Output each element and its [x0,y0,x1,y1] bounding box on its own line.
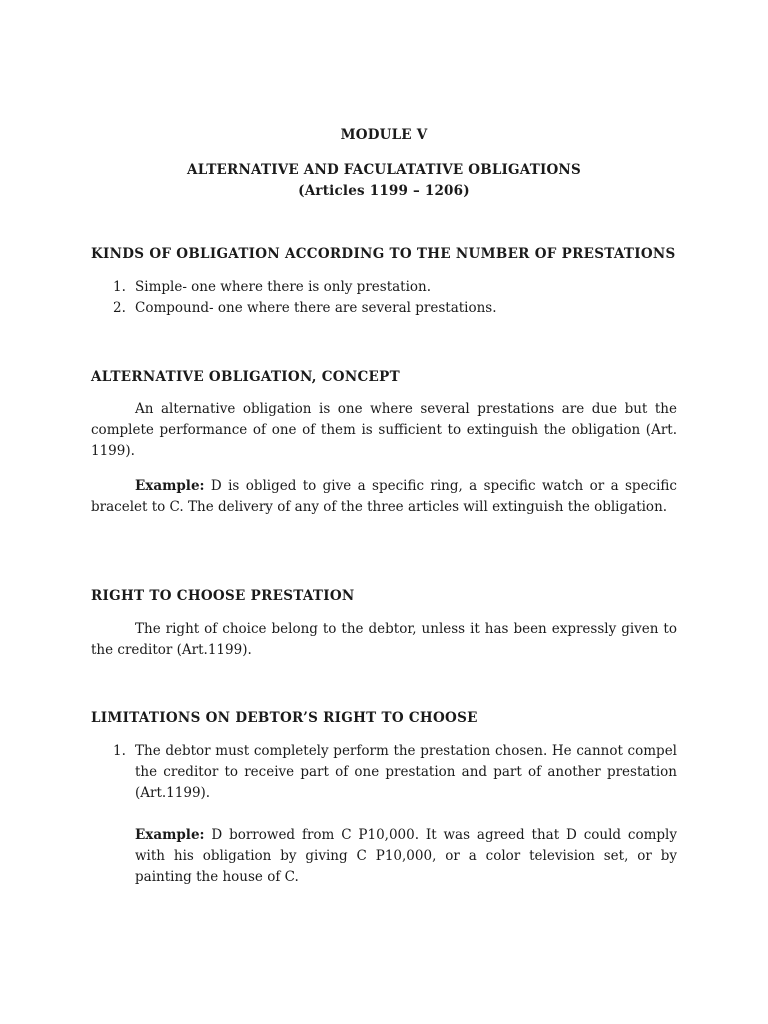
list-item-text: The debtor must completely perform the prestation chosen. He cannot compel the creditor to receive part of one prestation and part of another prestation (Art.1199). [135,743,677,801]
example-text: D borrowed from C P10,000. It was agreed that D could comply with his obligation by giving C P10,000, or a color television set, or by painting the house of C. [135,827,677,885]
heading-kinds-of-obligation: KINDS OF OBLIGATION ACCORDING TO THE NUMBER OF PRESTATIONS [91,246,676,262]
limitations-example [135,825,677,888]
main-title: ALTERNATIVE AND FACULATATIVE OBLIGATIONS [187,162,581,178]
example-text: D is obliged to give a specific ring, a specific watch or a specific bracelet to C. The delivery of any of the three articles will extinguish the obligation. [91,478,677,515]
paragraph-text: The right of choice belong to the debtor, unless it has been expressly given to the creditor (Art.1199). [91,621,677,658]
kinds-list [91,277,677,319]
list-item [91,298,677,319]
list-item-number: 2. [113,300,126,316]
alternative-obligation-paragraph [91,399,677,462]
list-item [91,277,677,298]
heading-limitations: LIMITATIONS ON DEBTOR’S RIGHT TO CHOOSE [91,710,478,726]
list-item-number: 1. [113,743,126,759]
list-item [91,741,677,804]
heading-right-to-choose: RIGHT TO CHOOSE PRESTATION [91,588,355,604]
module-title: MODULE V [340,127,428,143]
list-item-text: Simple- one where there is only prestation. [135,279,432,295]
articles-subtitle: (Articles 1199 – 1206) [298,183,470,199]
list-item-text: Compound- one where there are several prestations. [135,300,497,316]
limitations-list [91,741,677,804]
heading-alternative-obligation: ALTERNATIVE OBLIGATION, CONCEPT [91,369,400,385]
example-label: Example: [135,827,205,843]
list-item-number: 1. [113,279,126,295]
example-label: Example: [135,478,205,494]
paragraph-text: An alternative obligation is one where several prestations are due but the complete performance of one of them is sufficient to extinguish the obligation (Art. 1199). [91,401,677,459]
alternative-example [91,476,677,518]
right-to-choose-paragraph [91,619,677,661]
